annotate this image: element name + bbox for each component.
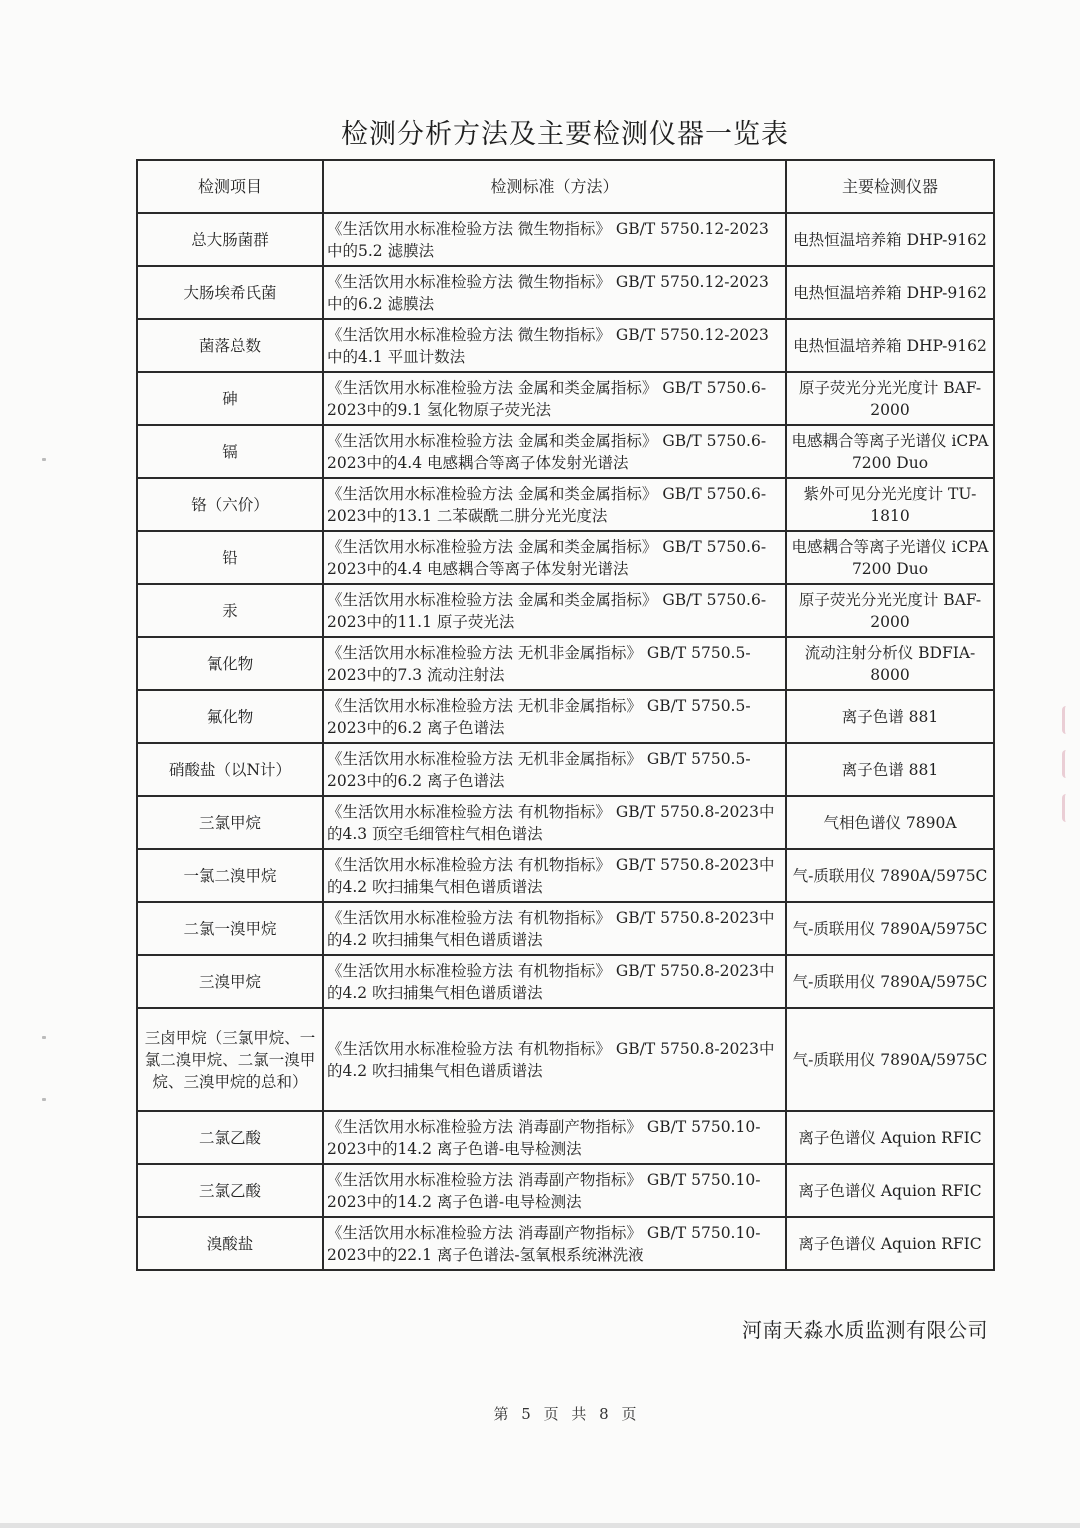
standard-cell: 《生活饮用水标准检验方法 金属和类金属指标》 GB/T 5750.6-2023中的4.4 电感耦合等离子体发射光谱法 — [323, 425, 786, 478]
standard-cell: 《生活饮用水标准检验方法 消毒副产物指标》 GB/T 5750.10-2023中的22.1 离子色谱法-氢氧根系统淋洗液 — [323, 1217, 786, 1270]
standard-cell: 《生活饮用水标准检验方法 金属和类金属指标》 GB/T 5750.6-2023中的9.1 氢化物原子荧光法 — [323, 372, 786, 425]
scan-speck — [42, 458, 46, 461]
table-row — [137, 1217, 994, 1270]
standard-cell: 《生活饮用水标准检验方法 有机物指标》 GB/T 5750.8-2023中的4.2 吹扫捕集气相色谱质谱法 — [323, 849, 786, 902]
table-row — [137, 690, 994, 743]
table-row — [137, 743, 994, 796]
instrument-cell: 流动注射分析仪 BDFIA-8000 — [786, 637, 994, 690]
item-cell: 总大肠菌群 — [137, 213, 323, 266]
item-cell: 氟化物 — [137, 690, 323, 743]
item-cell: 汞 — [137, 584, 323, 637]
item-cell: 二氯乙酸 — [137, 1111, 323, 1164]
item-cell: 溴酸盐 — [137, 1217, 323, 1270]
standard-cell: 《生活饮用水标准检验方法 有机物指标》 GB/T 5750.8-2023中的4.2 吹扫捕集气相色谱质谱法 — [323, 902, 786, 955]
item-cell: 硝酸盐（以N计） — [137, 743, 323, 796]
table-row — [137, 213, 994, 266]
standard-cell: 《生活饮用水标准检验方法 有机物指标》 GB/T 5750.8-2023中的4.3 顶空毛细管柱气相色谱法 — [323, 796, 786, 849]
item-cell: 铬（六价） — [137, 478, 323, 531]
item-cell: 二氯一溴甲烷 — [137, 902, 323, 955]
table-row — [137, 1164, 994, 1217]
table-row — [137, 849, 994, 902]
instrument-cell: 离子色谱仪 Aquion RFIC — [786, 1111, 994, 1164]
instrument-cell: 电热恒温培养箱 DHP-9162 — [786, 213, 994, 266]
instrument-cell: 电感耦合等离子光谱仪 iCPA 7200 Duo — [786, 531, 994, 584]
standard-cell: 《生活饮用水标准检验方法 无机非金属指标》 GB/T 5750.5-2023中的7.3 流动注射法 — [323, 637, 786, 690]
standard-cell: 《生活饮用水标准检验方法 有机物指标》 GB/T 5750.8-2023中的4.2 吹扫捕集气相色谱质谱法 — [323, 955, 786, 1008]
table-row — [137, 1008, 994, 1111]
header-standard: 检测标准（方法） — [323, 160, 786, 213]
item-cell: 三氯甲烷 — [137, 796, 323, 849]
instrument-cell: 气-质联用仪 7890A/5975C — [786, 1008, 994, 1111]
instrument-cell: 电热恒温培养箱 DHP-9162 — [786, 266, 994, 319]
header-item: 检测项目 — [137, 160, 323, 213]
item-cell: 铅 — [137, 531, 323, 584]
instrument-cell: 电热恒温培养箱 DHP-9162 — [786, 319, 994, 372]
standard-cell: 《生活饮用水标准检验方法 金属和类金属指标》 GB/T 5750.6-2023中的13.1 二苯碳酰二肼分光光度法 — [323, 478, 786, 531]
table-row — [137, 266, 994, 319]
item-cell: 三卤甲烷（三氯甲烷、一氯二溴甲烷、二氯一溴甲烷、三溴甲烷的总和） — [137, 1008, 323, 1111]
scan-speck — [42, 1036, 46, 1039]
standard-cell: 《生活饮用水标准检验方法 无机非金属指标》 GB/T 5750.5-2023中的6.2 离子色谱法 — [323, 743, 786, 796]
instrument-cell: 电感耦合等离子光谱仪 iCPA 7200 Duo — [786, 425, 994, 478]
table-header-row — [137, 160, 994, 213]
standard-cell: 《生活饮用水标准检验方法 微生物指标》 GB/T 5750.12-2023中的4.1 平皿计数法 — [323, 319, 786, 372]
instrument-cell: 原子荧光分光光度计 BAF-2000 — [786, 372, 994, 425]
standard-cell: 《生活饮用水标准检验方法 消毒副产物指标》 GB/T 5750.10-2023中的14.2 离子色谱-电导检测法 — [323, 1111, 786, 1164]
table-row — [137, 1111, 994, 1164]
instrument-cell: 原子荧光分光光度计 BAF-2000 — [786, 584, 994, 637]
instrument-cell: 离子色谱 881 — [786, 743, 994, 796]
instrument-cell: 气-质联用仪 7890A/5975C — [786, 955, 994, 1008]
item-cell: 菌落总数 — [137, 319, 323, 372]
item-cell: 砷 — [137, 372, 323, 425]
standard-cell: 《生活饮用水标准检验方法 微生物指标》 GB/T 5750.12-2023中的5.2 滤膜法 — [323, 213, 786, 266]
table-row — [137, 372, 994, 425]
page-number: 第 5 页 共 8 页 — [493, 1405, 637, 1423]
standard-cell: 《生活饮用水标准检验方法 微生物指标》 GB/T 5750.12-2023中的6.2 滤膜法 — [323, 266, 786, 319]
standard-cell: 《生活饮用水标准检验方法 无机非金属指标》 GB/T 5750.5-2023中的6.2 离子色谱法 — [323, 690, 786, 743]
item-cell: 氰化物 — [137, 637, 323, 690]
table-row — [137, 319, 994, 372]
header-instrument: 主要检测仪器 — [786, 160, 994, 213]
item-cell: 镉 — [137, 425, 323, 478]
standard-cell: 《生活饮用水标准检验方法 消毒副产物指标》 GB/T 5750.10-2023中的14.2 离子色谱-电导检测法 — [323, 1164, 786, 1217]
standard-cell: 《生活饮用水标准检验方法 金属和类金属指标》 GB/T 5750.6-2023中的4.4 电感耦合等离子体发射光谱法 — [323, 531, 786, 584]
table-row — [137, 425, 994, 478]
instrument-cell: 气相色谱仪 7890A — [786, 796, 994, 849]
instrument-cell: 离子色谱 881 — [786, 690, 994, 743]
methods-table — [136, 159, 995, 1271]
instrument-cell: 离子色谱仪 Aquion RFIC — [786, 1217, 994, 1270]
item-cell: 大肠埃希氏菌 — [137, 266, 323, 319]
instrument-cell: 气-质联用仪 7890A/5975C — [786, 849, 994, 902]
table-row — [137, 902, 994, 955]
standard-cell: 《生活饮用水标准检验方法 有机物指标》 GB/T 5750.8-2023中的4.2 吹扫捕集气相色谱质谱法 — [323, 1008, 786, 1111]
table-row — [137, 637, 994, 690]
item-cell: 一氯二溴甲烷 — [137, 849, 323, 902]
company-name: 河南天淼水质监测有限公司 — [742, 1318, 988, 1342]
scan-edge — [0, 1523, 1080, 1528]
table-row — [137, 584, 994, 637]
instrument-cell: 紫外可见分光光度计 TU-1810 — [786, 478, 994, 531]
table-row — [137, 478, 994, 531]
table-row — [137, 531, 994, 584]
page-title: 检测分析方法及主要检测仪器一览表 — [341, 119, 789, 150]
scan-speck — [42, 1098, 46, 1101]
seal-edge-marks — [1054, 690, 1076, 890]
table-row — [137, 955, 994, 1008]
table-row — [137, 796, 994, 849]
standard-cell: 《生活饮用水标准检验方法 金属和类金属指标》 GB/T 5750.6-2023中的11.1 原子荧光法 — [323, 584, 786, 637]
item-cell: 三氯乙酸 — [137, 1164, 323, 1217]
instrument-cell: 离子色谱仪 Aquion RFIC — [786, 1164, 994, 1217]
instrument-cell: 气-质联用仪 7890A/5975C — [786, 902, 994, 955]
item-cell: 三溴甲烷 — [137, 955, 323, 1008]
